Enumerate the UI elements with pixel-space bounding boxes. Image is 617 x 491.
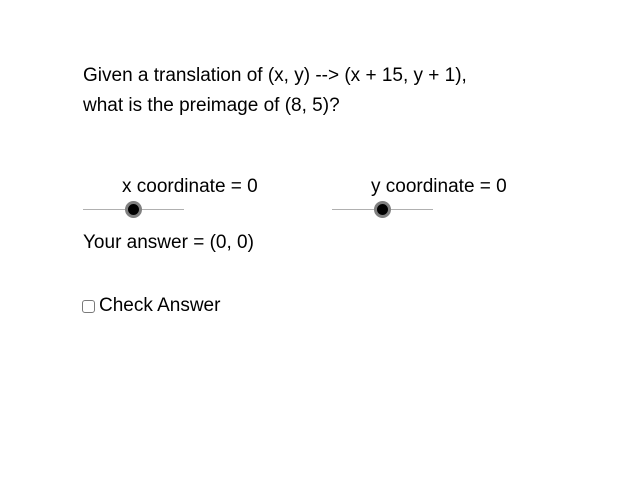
y-slider-handle[interactable] <box>374 201 391 218</box>
question-line-2: what is the preimage of (8, 5)? <box>83 95 340 116</box>
x-coordinate-label: x coordinate = 0 <box>122 176 258 197</box>
check-answer-label[interactable]: Check Answer <box>99 295 221 316</box>
question-text <box>83 61 583 121</box>
check-answer-toggle[interactable] <box>82 295 220 317</box>
x-slider-handle[interactable] <box>125 201 142 218</box>
check-answer-checkbox[interactable] <box>82 300 95 313</box>
y-coordinate-label: y coordinate = 0 <box>371 176 507 197</box>
question-line-1: Given a translation of (x, y) --> (x + 15, y + 1), <box>83 65 467 86</box>
your-answer-text: Your answer = (0, 0) <box>83 232 254 253</box>
